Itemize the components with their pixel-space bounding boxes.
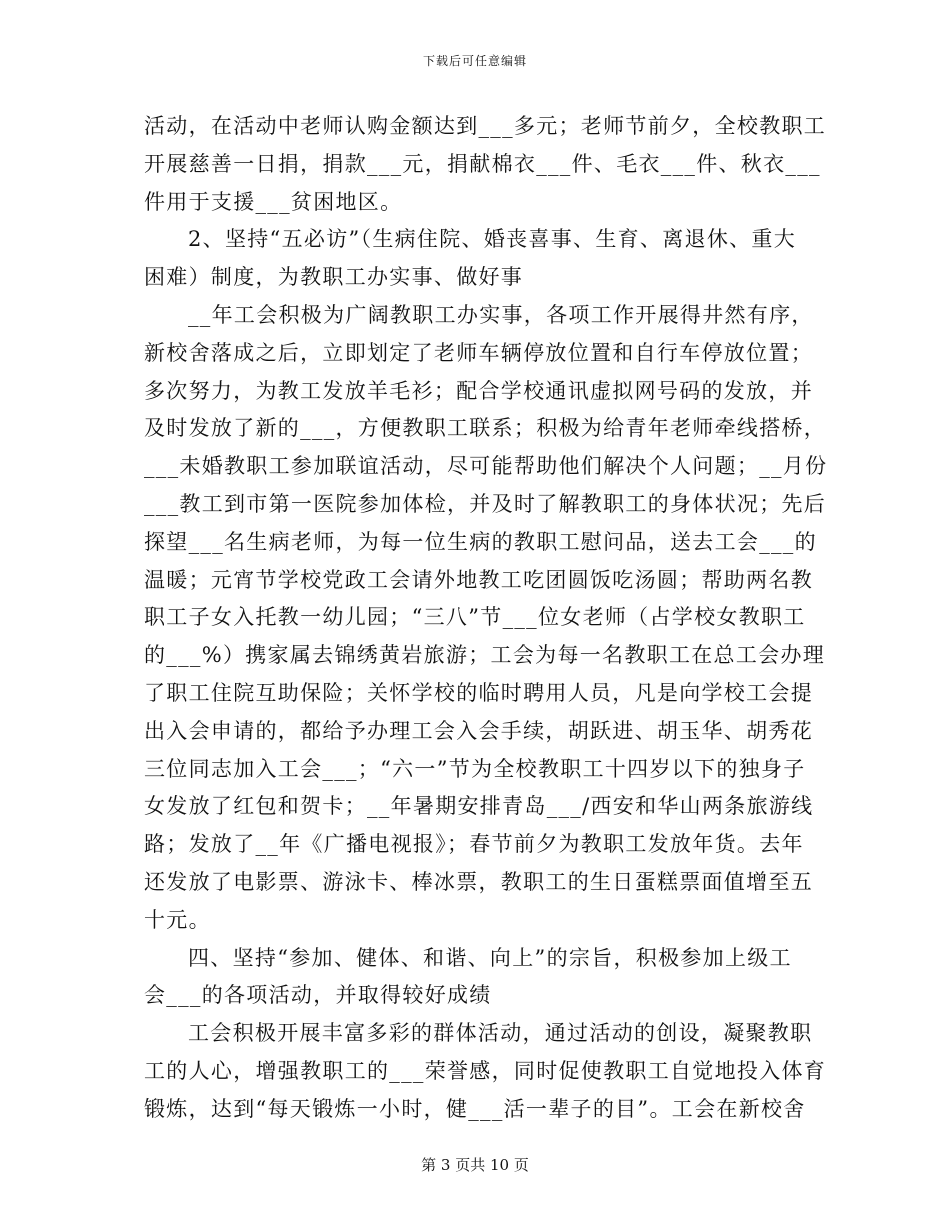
text-line: ___教工到市第一医院参加体检，并及时了解教职工的身体状况；先后 [144,491,827,516]
page-header-note: 下载后可任意编辑 [422,54,527,68]
text-line: 温暖；元宵节学校党政工会请外地教工吃团圆饭吃汤圆；帮助两名教 [144,567,813,592]
text-line: 十元。 [144,907,211,932]
text-line: 锻炼，达到“每天锻炼一小时，健___活一辈子的目”。工会在新校舍 [144,1096,806,1121]
text-line: __年工会积极为广阔教职工办实事，各项工作开展得井然有序， [188,302,814,327]
text-line: 困难）制度，为教职工办实事、做好事 [144,265,524,290]
text-line: 工会积极开展丰富多彩的群体活动，通过活动的创设，凝聚教职 [188,1021,813,1046]
text-line: 件用于支援___贫困地区。 [144,189,403,214]
text-line: 探望___名生病老师，为每一位生病的教职工慰问品，送去工会___的 [144,529,817,554]
text-line: 还发放了电影票、游泳卡、棒冰票，教职工的生日蛋糕票面值增至五 [144,869,813,894]
text-line: 活动，在活动中老师认购金额达到___多元；老师节前夕，全校教职工 [144,114,827,138]
text-line: 开展慈善一日捐，捐款___元，捐献棉衣___件、毛衣___件、秋衣___ [144,151,821,176]
text-line: 了职工住院互助保险；关怀学校的临时聘用人员，凡是向学校工会提 [144,680,813,705]
text-line: 多次努力，为教工发放羊毛衫；配合学校通讯虚拟网号码的发放，并 [144,378,813,403]
text-line: 出入会申请的，都给予办理工会入会手续，胡跃进、胡玉华、胡秀花 [144,718,813,743]
text-line: 三位同志加入工会___；“六一”节为全校教职工十四岁以下的独身子 [144,756,806,781]
text-line: 女发放了红包和贺卡；__年暑期安排青岛___/西安和华山两条旅游线 [144,794,814,819]
text-line: 职工子女入托教一幼儿园；“三八”节___位女老师（占学校女教职工 [144,605,806,630]
text-line: 工的人心，增强教职工的___荣誉感，同时促使教职工自觉地投入体育 [144,1058,827,1083]
text-line: 及时发放了新的___，方便教职工联系；积极为给青年老师牵线搭桥， [144,416,827,441]
text-line: 新校舍落成之后，立即划定了老师车辆停放位置和自行车停放位置； [144,340,813,365]
text-line: 会___的各项活动，并取得较好成绩 [144,983,492,1008]
text-line: ___未婚教职工参加联谊活动，尽可能帮助他们解决个人问题；__月份 [144,454,828,479]
document-body [144,108,828,1129]
text-line: 四、坚持“参加、健体、和谐、向上”的宗旨，积极参加上级工 [188,945,792,970]
page-footer: 第 3 页共 10 页 [421,1156,529,1174]
text-line: 的___%）携家属去锦绣黄岩旅游；工会为每一名教职工在总工会办理 [144,643,826,668]
text-line: 路；发放了__年《广播电视报》；春节前夕为教职工发放年货。去年 [144,832,804,857]
text-line: 2、坚持“五必访”（生病住院、婚丧喜事、生育、离退休、重大 [188,227,797,252]
